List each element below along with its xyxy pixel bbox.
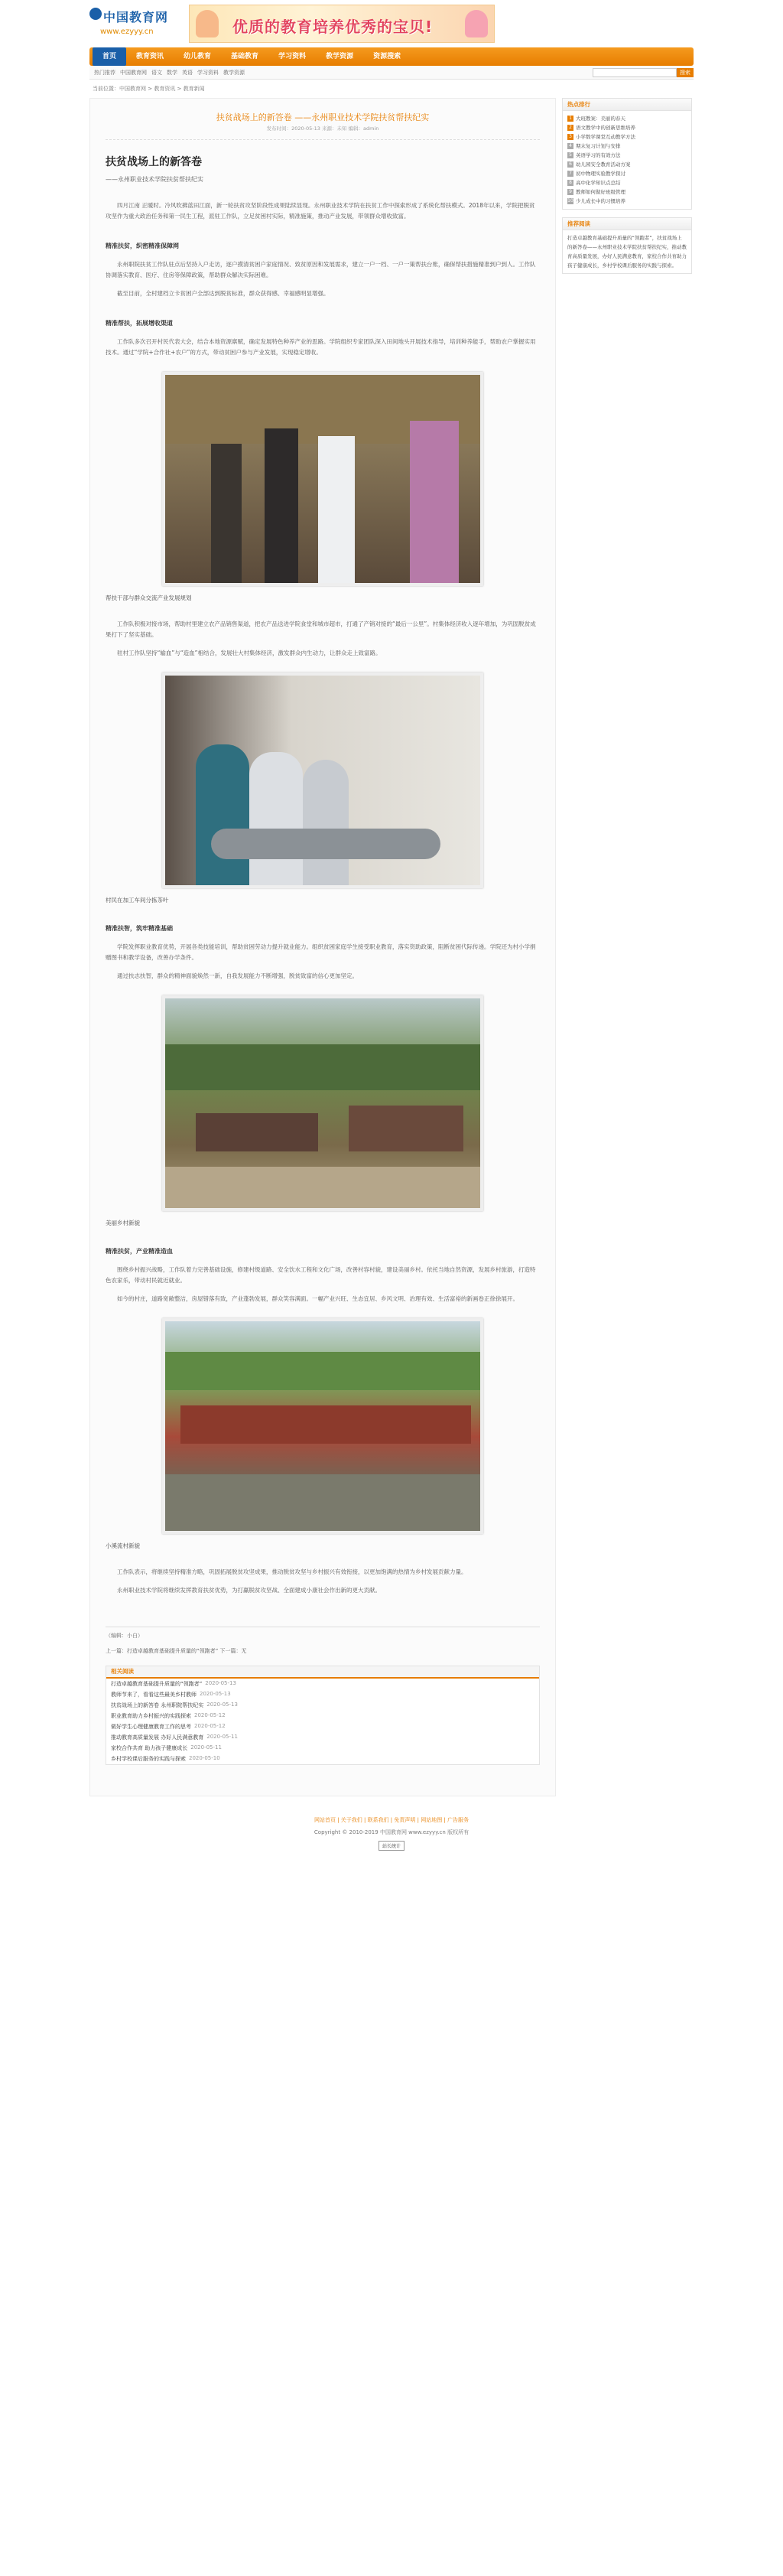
editor-note: （编辑：小白）	[106, 1627, 540, 1640]
hot-item[interactable]	[567, 151, 687, 160]
rank-badge: 7	[567, 171, 573, 177]
related-articles	[106, 1666, 540, 1765]
article-paragraph: 工作队表示，将继续坚持精准方略，巩固拓展脱贫攻坚成果，推动脱贫攻坚与乡村振兴有效衔接，以更加饱满的热情为乡村发展贡献力量。	[117, 1568, 467, 1575]
photo-caption: 小溪流村新貌	[106, 1542, 140, 1549]
related-item[interactable]	[106, 1743, 539, 1754]
related-item-text: 职业教育助力乡村振兴的实践探索	[111, 1713, 191, 1719]
rank-badge: 6	[567, 161, 573, 168]
site-logo[interactable]	[89, 6, 181, 41]
hot-item[interactable]	[567, 197, 687, 206]
article-paragraph: 永州职业技术学院将继续发挥教育扶贫优势，为打赢脱贫攻坚战、全面建成小康社会作出新的更大贡献。	[117, 1587, 381, 1594]
nav-study-materials[interactable]: 学习资料	[278, 53, 307, 60]
person-shape	[265, 428, 298, 586]
footer	[89, 1816, 694, 1866]
page	[89, 0, 694, 1866]
hot-item-text: 教师如何做好班级管理	[576, 189, 625, 195]
hot-ranking-title: 热点排行	[563, 99, 691, 111]
article-paragraph: 如今的村庄，道路宽敞整洁，房屋错落有致，产业蓬勃发展，群众笑容满面。一幅产业兴旺、生态宜居、乡风文明、治理有效、生活富裕的新画卷正徐徐展开。	[117, 1295, 518, 1302]
nav-resource-search[interactable]: 资源搜索	[373, 53, 401, 60]
related-item-text: 乡村学校课后服务的实践与探索	[111, 1756, 186, 1762]
recommend-title: 推荐阅读	[563, 218, 691, 230]
related-item[interactable]	[106, 1711, 539, 1721]
breadcrumb: 当前位置：中国教育网 > 教育资讯 > 教育新闻	[93, 86, 205, 92]
header-banner[interactable]	[189, 5, 495, 43]
prev-next-links[interactable]: 上一篇：打造卓越教育基础提升质量的“领跑者” 下一篇：无	[106, 1648, 247, 1654]
article-title: 扶贫战场上的新答卷 ——永州职业技术学院扶贫帮扶纪实	[216, 112, 430, 122]
section-heading: 精准扶贫，织密精准保障网	[106, 243, 179, 249]
child-figure-icon	[465, 10, 488, 37]
sub-nav	[89, 66, 694, 80]
footer-links[interactable]: 网站首页 | 关于我们 | 联系我们 | 免责声明 | 网站地图 | 广告服务	[314, 1817, 469, 1823]
ground-shape	[165, 1167, 483, 1211]
subnav-item[interactable]: 数学	[167, 69, 177, 76]
article-paragraph: 围绕乡村振兴战略，工作队着力完善基础设施，修建村级道路、安全饮水工程和文化广场，改善村容村貌，建设美丽乡村。依托当地自然资源，发展乡村旅游，打造特色农家乐，带动村民就近就业。	[106, 1266, 536, 1284]
hot-item-text: 初中物理实验教学探讨	[576, 171, 625, 177]
content-layout	[89, 98, 694, 1796]
subnav-item[interactable]: 中国教育网	[120, 69, 147, 76]
stats-badge[interactable]: 站长统计	[379, 1841, 404, 1851]
related-item-text: 打造卓越教育基础提升质量的“领跑者”	[111, 1681, 203, 1687]
rank-badge: 1	[567, 116, 573, 122]
section-heading: 精准扶智，筑牢精准基础	[106, 925, 173, 932]
nav-basic-education[interactable]: 基础教育	[231, 53, 259, 60]
sidebar	[562, 98, 692, 1796]
related-item-date: 2020-05-11	[206, 1734, 238, 1740]
person-shape	[318, 436, 355, 586]
article-subtitle: ——永州职业技术学院扶贫帮扶纪实	[106, 176, 203, 183]
related-item[interactable]	[106, 1689, 539, 1700]
hot-item-text: 英语学习的有效方法	[576, 152, 621, 158]
header	[89, 0, 694, 47]
hot-ranking-list	[563, 111, 691, 209]
hot-item-text: 少儿成长中的习惯培养	[576, 198, 625, 204]
hot-item-text: 语文教学中的创新思维培养	[576, 125, 635, 131]
related-item-date: 2020-05-10	[189, 1755, 220, 1761]
rank-badge: 4	[567, 143, 573, 149]
hot-item-text: 大班教案：美丽的春天	[576, 116, 625, 122]
logo-icon	[89, 8, 102, 20]
child-figure-icon	[196, 10, 219, 37]
search-box	[593, 68, 694, 77]
search-button[interactable]: 搜索	[677, 68, 694, 77]
nav-preschool[interactable]: 幼儿教育	[184, 53, 212, 60]
related-item[interactable]	[106, 1721, 539, 1732]
hot-item-text: 小学数学课堂互动教学方法	[576, 134, 635, 140]
nav-teaching-resources[interactable]: 教学资源	[326, 53, 354, 60]
related-item-date: 2020-05-12	[194, 1723, 226, 1729]
subnav-item[interactable]: 语文	[151, 69, 162, 76]
related-item-date: 2020-05-13	[200, 1691, 231, 1697]
hot-item[interactable]	[567, 142, 687, 151]
related-item[interactable]	[106, 1700, 539, 1711]
hot-item[interactable]	[567, 123, 687, 132]
tree-line-shape	[165, 1352, 483, 1390]
building-shape	[196, 1113, 318, 1151]
article-headline: 扶贫战场上的新答卷	[106, 156, 202, 168]
related-item-text: 扶贫战场上的新答卷 永州职院帮扶纪实	[111, 1702, 204, 1708]
rank-badge: 5	[567, 152, 573, 158]
related-item-text: 推动教育高质量发展 办好人民满意教育	[111, 1734, 204, 1741]
article-paragraph: 学院发挥职业教育优势，开展各类技能培训，帮助贫困劳动力提升就业能力。组织贫困家庭学生接受职业教育，落实资助政策，阻断贫困代际传递。学院还为村小学捐赠图书和教学设备，改善办学条件。	[106, 943, 536, 961]
building-row-shape	[180, 1405, 471, 1444]
hot-item[interactable]	[567, 178, 687, 187]
photo-caption: 美丽乡村新貌	[106, 1220, 140, 1226]
article-meta: 发布时间：2020-05-13 来源：未知 编辑：admin	[106, 125, 540, 140]
hot-item[interactable]	[567, 187, 687, 197]
main-nav	[89, 47, 694, 66]
rank-badge: 2	[567, 125, 573, 131]
building-shape	[349, 1106, 463, 1151]
related-item-text: 做好学生心理健康教育工作的思考	[111, 1724, 191, 1730]
person-shape	[211, 444, 242, 586]
hot-item[interactable]	[567, 132, 687, 142]
photo-caption: 帮扶干部与群众交流产业发展规划	[106, 594, 192, 601]
road-shape	[165, 1474, 483, 1534]
worker-shape	[303, 760, 349, 888]
related-item[interactable]	[106, 1679, 539, 1689]
section-heading: 精准扶贫，产业精准造血	[106, 1248, 173, 1255]
related-title: 相关阅读	[106, 1666, 539, 1679]
rank-badge: 8	[567, 180, 573, 186]
hill-shape	[165, 1044, 483, 1090]
subnav-item[interactable]: 英语	[182, 69, 193, 76]
related-item-date: 2020-05-13	[206, 1702, 238, 1708]
article-paragraph: 驻村工作队坚持“输血”与“造血”相结合，发展壮大村集体经济，激发群众内生动力，让群众走上致富路。	[117, 650, 382, 656]
hot-item-text: 期末复习计划与安排	[576, 143, 621, 149]
search-input[interactable]	[593, 68, 677, 77]
hot-ranking-box	[562, 98, 692, 210]
article-paragraph: 工作队积极对接市场，帮助村里建立农产品销售渠道，把农产品送进学院食堂和城市超市，打通了产销对接的“最后一公里”。村集体经济收入逐年增加，为巩固脱贫成果打下了坚实基础。	[106, 620, 536, 638]
logo-text: 中国教育网	[103, 10, 169, 24]
article-column	[89, 98, 556, 1796]
nav-news[interactable]: 教育资讯	[136, 53, 164, 60]
section-heading: 精准帮扶，拓展增收渠道	[106, 320, 173, 327]
nav-home[interactable]: 首页	[93, 47, 126, 66]
related-item-date: 2020-05-13	[205, 1680, 236, 1686]
worker-shape	[249, 752, 303, 888]
related-item-date: 2020-05-12	[194, 1712, 226, 1718]
article-paragraph: 四月江南 正暖时。冷风吹拂蓝田江面，新一轮扶贫攻坚阶段性成果陆续显现。永州职业技术学院在扶贫工作中探索形成了系统化帮扶模式。2018年以来，学院把脱贫攻坚作为重大政治任务和第一民生工程，派驻工作队，立足贫困村实际，精准施策，推动产业发展，带领群众增收致富。	[106, 202, 535, 220]
article-photo-village	[162, 995, 483, 1211]
article-photo-street	[162, 1318, 483, 1534]
hot-item[interactable]	[567, 114, 687, 123]
subnav-item[interactable]: 学习资料	[197, 69, 219, 76]
rank-badge: 9	[567, 189, 573, 195]
related-item-text: 教师节来了，看看这些最美乡村教师	[111, 1692, 197, 1698]
hot-item-text: 高中化学知识点总结	[576, 180, 621, 186]
article-paragraph: 工作队多次召开村民代表大会，结合本地资源禀赋，确定发展特色种养产业的思路。学院组织专家团队深入田间地头开展技术指导，培训种养能手，帮助农户掌握实用技术。通过“学院+合作社+农户”的方式，带动贫困户参与产业发展，实现稳定增收。	[106, 338, 536, 356]
related-item[interactable]	[106, 1732, 539, 1743]
article-photo-workshop	[162, 672, 483, 888]
recommend-box	[562, 217, 692, 274]
related-item-text: 家校合作共育 助力孩子健康成长	[111, 1745, 188, 1751]
related-item[interactable]	[106, 1754, 539, 1764]
subnav-item[interactable]: 热门推荐	[94, 69, 115, 76]
subnav-item[interactable]: 教学资源	[223, 69, 245, 76]
logo-url: www.ezyyy.cn	[100, 28, 154, 36]
rank-badge: 3	[567, 134, 573, 140]
hot-item[interactable]	[567, 169, 687, 178]
article-photo-meeting	[162, 372, 483, 586]
rank-badge: 10	[567, 198, 573, 204]
hot-item[interactable]	[567, 160, 687, 169]
machine-shape	[211, 829, 440, 859]
article-paragraph: 通过扶志扶智，群众的精神面貌焕然一新，自我发展能力不断增强，脱贫致富的信心更加坚定。	[117, 972, 358, 979]
photo-caption: 村民在加工车间分拣茶叶	[106, 897, 169, 904]
hot-item-text: 幼儿园安全教育活动方案	[576, 161, 631, 168]
related-item-date: 2020-05-11	[190, 1744, 222, 1750]
article-paragraph: 永州职院扶贫工作队驻点后坚持入户走访，逐户摸清贫困户家庭情况、致贫原因和发展需求，建立一户一档、一户一策帮扶台账，确保帮扶措施精准到户到人。工作队协调落实教育、医疗、住房等保障政策，帮助群众解决实际困难。	[106, 261, 536, 278]
person-shape	[410, 421, 459, 586]
worker-shape	[196, 744, 249, 888]
banner-text: 优质的教育培养优秀的宝贝!	[232, 18, 434, 36]
recommend-text[interactable]: 打造卓越教育基础提升质量的“领跑者”，扶贫战场上的新答卷——永州职业技术学院扶贫帮扶纪实，推动教育高质量发展，办好人民满意教育，家校合作共育助力孩子健康成长，乡村学校课后服务的实践与探索。	[567, 235, 687, 269]
article-paragraph: 截至目前，全村建档立卡贫困户全部达到脱贫标准，群众获得感、幸福感明显增强。	[117, 290, 330, 297]
footer-copyright: Copyright © 2010-2019 中国教育网 www.ezyyy.cn 版权所有	[314, 1829, 469, 1835]
